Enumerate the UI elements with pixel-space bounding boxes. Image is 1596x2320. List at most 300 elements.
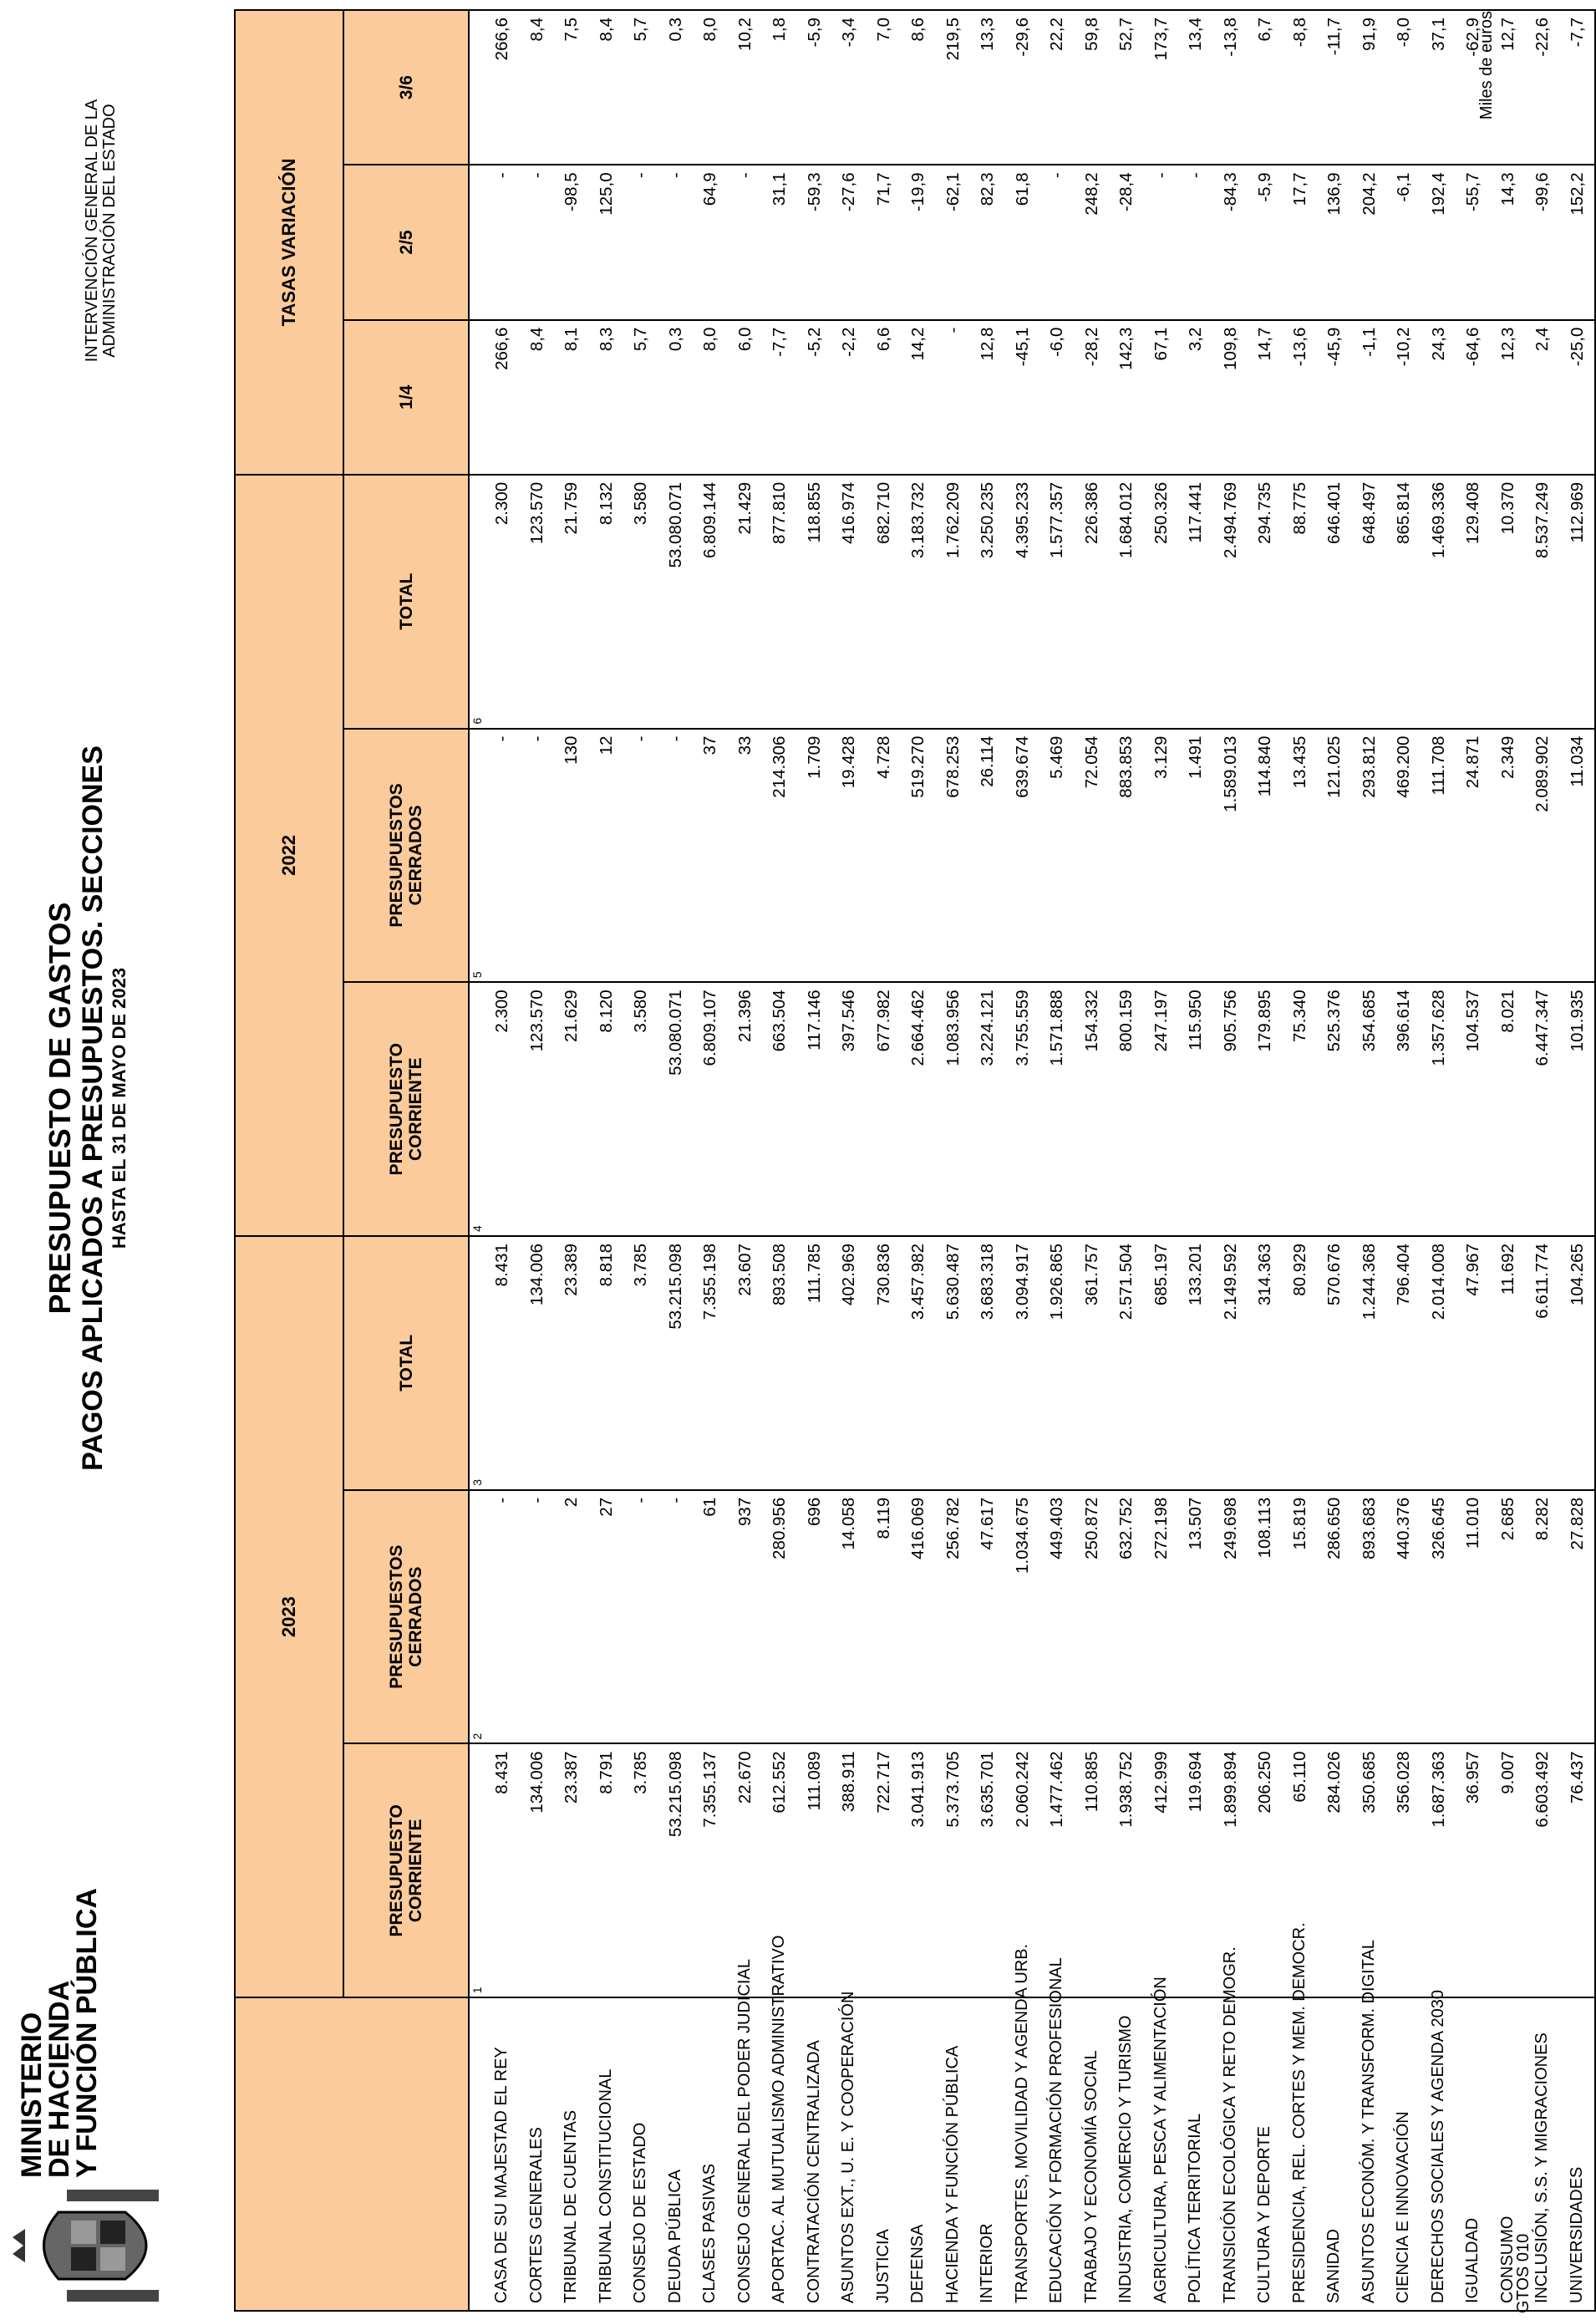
table-cell: -7,7 — [762, 320, 797, 475]
table-cell: 893.683 — [1352, 1490, 1387, 1744]
table-cell: -29,6 — [1005, 10, 1040, 165]
table-cell: 119.694 — [1178, 1743, 1213, 1997]
table-row — [1144, 10, 1179, 2311]
table-cell: 5.630.487 — [936, 1236, 971, 1490]
col-number: 4 — [469, 982, 485, 1236]
table-cell: 350.685 — [1352, 1743, 1387, 1997]
table-cell: -8,0 — [1386, 10, 1421, 165]
table-cell: -22,6 — [1525, 10, 1560, 165]
table-row — [1248, 10, 1283, 2311]
table-cell: -11,7 — [1317, 10, 1352, 165]
table-cell: 361.757 — [1075, 1236, 1110, 1490]
table-cell: 612.552 — [762, 1743, 797, 1997]
table-cell: - — [658, 165, 694, 319]
col-number: 6 — [469, 475, 485, 729]
table-cell: 27.828 — [1560, 1490, 1596, 1744]
table-cell: 1,8 — [762, 10, 797, 165]
col-number: 5 — [469, 729, 485, 983]
table-cell: 6.603.492 — [1525, 1743, 1560, 1997]
table-cell: - — [623, 165, 658, 319]
table-cell: 123.570 — [520, 982, 555, 1236]
table-cell: 121.025 — [1317, 729, 1352, 983]
section-name: CORTES GENERALES — [520, 1997, 555, 2311]
table-cell: - — [520, 729, 555, 983]
table-row — [1317, 10, 1352, 2311]
table-cell: 53.080.071 — [658, 475, 694, 729]
section-name: CONSUMO — [1491, 1997, 1526, 2311]
table-row — [1213, 10, 1248, 2311]
section-name: ASUNTOS EXT., U. E. Y COOPERACIÓN — [831, 1997, 867, 2311]
section-name: DERECHOS SOCIALES Y AGENDA 2030 — [1421, 1997, 1456, 2311]
table-cell: 397.546 — [831, 982, 867, 1236]
section-name: ASUNTOS ECONÓM. Y TRANSFORM. DIGITAL — [1352, 1997, 1387, 2311]
section-name: CIENCIA E INNOVACIÓN — [1386, 1997, 1421, 2311]
table-cell: - — [1144, 165, 1179, 319]
table-cell: 133.201 — [1178, 1236, 1213, 1490]
table-row — [1386, 10, 1421, 2311]
table-cell: 27 — [589, 1490, 624, 1744]
table-cell: -84,3 — [1213, 165, 1248, 319]
table-cell: 17,7 — [1283, 165, 1318, 319]
table-cell: 865.814 — [1386, 475, 1421, 729]
table-cell: 5.373.705 — [936, 1743, 971, 1997]
table-cell: 82,3 — [970, 165, 1005, 319]
table-row — [1109, 10, 1144, 2311]
table-cell: 294.735 — [1248, 475, 1283, 729]
section-name: TRIBUNAL DE CUENTAS — [554, 1997, 589, 2311]
table-cell: 6,6 — [867, 320, 902, 475]
table-cell: 24.871 — [1456, 729, 1491, 983]
table-cell: -62,9 — [1456, 10, 1491, 165]
igae-line-1: INTERVENCIÓN GENERAL DE LA — [83, 99, 101, 363]
table-cell: 396.614 — [1386, 982, 1421, 1236]
table-row — [1005, 10, 1040, 2311]
payments-table — [234, 9, 1596, 2312]
section-name: APORTAC. AL MUTUALISMO ADMINISTRATIVO — [762, 1997, 797, 2311]
group-tasas: TASAS VARIACIÓN — [235, 10, 343, 475]
table-cell: 354.685 — [1352, 982, 1387, 1236]
table-row — [1039, 10, 1075, 2311]
table-row — [693, 10, 728, 2311]
report-title-block — [43, 732, 130, 1484]
table-cell: 8.120 — [589, 982, 624, 1236]
ministry-line-2: DE HACIENDA — [43, 1980, 75, 2178]
table-cell: 677.982 — [867, 982, 902, 1236]
table-row — [1525, 10, 1560, 2311]
table-cell: 8,6 — [901, 10, 936, 165]
table-cell: 80.929 — [1283, 1236, 1318, 1490]
table-cell: 1.589.013 — [1213, 729, 1248, 983]
table-cell: 91,9 — [1352, 10, 1387, 165]
section-name: PRESIDENCIA, REL. CORTES Y MEM. DEMOCR. — [1283, 1997, 1318, 2311]
table-cell: -13,6 — [1283, 320, 1318, 475]
table-cell: 7,5 — [554, 10, 589, 165]
table-cell: - — [1178, 165, 1213, 319]
table-cell: 877.810 — [762, 475, 797, 729]
table-cell: -64,6 — [1456, 320, 1491, 475]
table-cell: 117.441 — [1178, 475, 1213, 729]
section-name: POLÍTICA TERRITORIAL — [1178, 1997, 1213, 2311]
table-cell: 65.110 — [1283, 1743, 1318, 1997]
table-cell: 2.664.462 — [901, 982, 936, 1236]
table-row — [485, 10, 520, 2311]
section-name: CLASES PASIVAS — [693, 1997, 728, 2311]
table-cell: 682.710 — [867, 475, 902, 729]
table-cell: 2.685 — [1491, 1490, 1526, 1744]
table-row — [658, 10, 694, 2311]
table-cell: 326.645 — [1421, 1490, 1456, 1744]
table-cell: 12,3 — [1491, 320, 1526, 475]
col-number: 2 — [469, 1490, 485, 1744]
section-name: CONTRATACIÓN CENTRALIZADA — [797, 1997, 832, 2311]
table-cell: 1.687.363 — [1421, 1743, 1456, 1997]
col-header: PRESUPUESTOS CERRADOS — [343, 1490, 469, 1744]
table-cell: - — [658, 1490, 694, 1744]
table-cell: 796.404 — [1386, 1236, 1421, 1490]
table-cell: 2.300 — [485, 475, 520, 729]
table-cell: 416.069 — [901, 1490, 936, 1744]
table-cell: 47.967 — [1456, 1236, 1491, 1490]
table-cell: 4.395.233 — [1005, 475, 1040, 729]
table-cell: - — [520, 165, 555, 319]
table-cell: -1,1 — [1352, 320, 1387, 475]
table-cell: -98,5 — [554, 165, 589, 319]
table-cell: 1.926.865 — [1039, 1236, 1075, 1490]
table-cell: 3.755.559 — [1005, 982, 1040, 1236]
table-row — [589, 10, 624, 2311]
table-cell: 905.756 — [1213, 982, 1248, 1236]
table-cell: 1.762.209 — [936, 475, 971, 729]
table-cell: 0,3 — [658, 10, 694, 165]
table-cell: 272.198 — [1144, 1490, 1179, 1744]
table-cell: - — [658, 729, 694, 983]
table-cell: 402.969 — [831, 1236, 867, 1490]
table-cell: 2.060.242 — [1005, 1743, 1040, 1997]
section-name: CULTURA Y DEPORTE — [1248, 1997, 1283, 2311]
col-header: 1/4 — [343, 320, 469, 475]
table-cell: 1.491 — [1178, 729, 1213, 983]
section-name: CONSEJO GENERAL DEL PODER JUDICIAL — [728, 1997, 763, 2311]
table-cell: 3.683.318 — [970, 1236, 1005, 1490]
table-cell: 33 — [728, 729, 763, 983]
table-cell: 23.607 — [728, 1236, 763, 1490]
table-cell: 3.094.917 — [1005, 1236, 1040, 1490]
table-cell: 75.340 — [1283, 982, 1318, 1236]
table-cell: 8,4 — [520, 10, 555, 165]
table-cell: 3.183.732 — [901, 475, 936, 729]
table-cell: 3.250.235 — [970, 475, 1005, 729]
table-cell: 6.611.774 — [1525, 1236, 1560, 1490]
table-cell: 6,0 — [728, 320, 763, 475]
table-cell: 412.999 — [1144, 1743, 1179, 1997]
table-cell: 293.812 — [1352, 729, 1387, 983]
table-cell: 10,2 — [728, 10, 763, 165]
table-cell: 173,7 — [1144, 10, 1179, 165]
section-name: DEUDA PÚBLICA — [658, 1997, 694, 2311]
table-cell: 136,9 — [1317, 165, 1352, 319]
col-header: TOTAL — [343, 475, 469, 729]
table-cell: 53.080.071 — [658, 982, 694, 1236]
table-cell: 2.494.769 — [1213, 475, 1248, 729]
table-cell: - — [485, 1490, 520, 1744]
table-cell: 152,2 — [1560, 165, 1596, 319]
table-cell: 21.429 — [728, 475, 763, 729]
table-cell: 3.635.701 — [970, 1743, 1005, 1997]
table-cell: -45,1 — [1005, 320, 1040, 475]
section-name: TRANSPORTES, MOVILIDAD Y AGENDA URB. — [1005, 1997, 1040, 2311]
table-cell: 12,8 — [970, 320, 1005, 475]
column-number-row — [469, 10, 485, 2311]
table-row — [762, 10, 797, 2311]
table-cell: 469.200 — [1386, 729, 1421, 983]
group-2023: 2023 — [235, 1236, 343, 1997]
table-cell: 13,4 — [1178, 10, 1213, 165]
table-cell: 266,6 — [485, 10, 520, 165]
table-cell: 37,1 — [1421, 10, 1456, 165]
section-header-blank — [235, 1997, 469, 2311]
table-cell: 0,3 — [658, 320, 694, 475]
col-number-blank — [469, 10, 485, 165]
table-cell: 1.938.752 — [1109, 1743, 1144, 1997]
table-cell: 519.270 — [901, 729, 936, 983]
table-cell: 1.469.336 — [1421, 475, 1456, 729]
table-cell: 134.006 — [520, 1743, 555, 1997]
table-row — [1456, 10, 1491, 2311]
table-cell: 108.113 — [1248, 1490, 1283, 1744]
table-cell: -8,8 — [1283, 10, 1318, 165]
table-cell: -6,0 — [1039, 320, 1075, 475]
table-cell: 2.349 — [1491, 729, 1526, 983]
section-name: TRANSICIÓN ECOLÓGICA Y RETO DEMOGR. — [1213, 1997, 1248, 2311]
table-cell: 7,0 — [867, 10, 902, 165]
table-cell: 249.698 — [1213, 1490, 1248, 1744]
table-cell: 248,2 — [1075, 165, 1110, 319]
table-cell: 24,3 — [1421, 320, 1456, 475]
table-row — [1491, 10, 1526, 2311]
table-row — [728, 10, 763, 2311]
table-cell: 22,2 — [1039, 10, 1075, 165]
section-name: IGUALDAD — [1456, 1997, 1491, 2311]
table-cell: 8.431 — [485, 1743, 520, 1997]
table-cell: 117.146 — [797, 982, 832, 1236]
section-name: DEFENSA — [901, 1997, 936, 2311]
table-cell: 13,3 — [970, 10, 1005, 165]
table-cell: -28,4 — [1109, 165, 1144, 319]
table-cell: 3.580 — [623, 982, 658, 1236]
section-name: AGRICULTURA, PESCA Y ALIMENTACIÓN — [1144, 1997, 1179, 2311]
table-cell: 5.469 — [1039, 729, 1075, 983]
ministry-name — [18, 1827, 101, 2178]
table-cell: -7,7 — [1560, 10, 1596, 165]
igae-line-2: ADMINISTRACIÓN DEL ESTADO — [100, 104, 119, 358]
table-cell: 2.300 — [485, 982, 520, 1236]
table-cell: 286.650 — [1317, 1490, 1352, 1744]
table-cell: 214.306 — [762, 729, 797, 983]
report-subtitle: PAGOS APLICADOS A PRESUPUESTOS. SECCIONES — [77, 745, 109, 1471]
table-cell: 110.885 — [1075, 1743, 1110, 1997]
table-cell: 31,1 — [762, 165, 797, 319]
table-cell: -19,9 — [901, 165, 936, 319]
table-cell: - — [485, 729, 520, 983]
section-name: INTERIOR — [970, 1997, 1005, 2311]
table-cell: - — [485, 165, 520, 319]
table-cell: 123.570 — [520, 475, 555, 729]
table-cell: 21.629 — [554, 982, 589, 1236]
table-cell: 1.577.357 — [1039, 475, 1075, 729]
table-cell: 22.670 — [728, 1743, 763, 1997]
table-cell: 104.537 — [1456, 982, 1491, 1236]
table-cell: -13,8 — [1213, 10, 1248, 165]
col-header: 3/6 — [343, 10, 469, 165]
table-cell: 250.872 — [1075, 1490, 1110, 1744]
table-cell: 104.265 — [1560, 1236, 1596, 1490]
table-cell: -3,4 — [831, 10, 867, 165]
table-cell: 730.836 — [867, 1236, 902, 1490]
table-cell: 1.034.675 — [1005, 1490, 1040, 1744]
table-row — [901, 10, 936, 2311]
table-cell: 893.508 — [762, 1236, 797, 1490]
igae-label — [84, 55, 119, 406]
col-header: TOTAL — [343, 1236, 469, 1490]
table-cell: -6,1 — [1386, 165, 1421, 319]
table-cell: 154.332 — [1075, 982, 1110, 1236]
table-cell: - — [728, 165, 763, 319]
table-cell: 14.058 — [831, 1490, 867, 1744]
table-cell: 76.437 — [1560, 1743, 1596, 1997]
table-cell: 6.809.107 — [693, 982, 728, 1236]
table-row — [554, 10, 589, 2311]
table-cell: 6,7 — [1248, 10, 1283, 165]
col-number-blank — [469, 1997, 485, 2311]
table-cell: 3.041.913 — [901, 1743, 936, 1997]
table-row — [867, 10, 902, 2311]
table-cell: 883.853 — [1109, 729, 1144, 983]
table-cell: 3.224.121 — [970, 982, 1005, 1236]
col-number-blank — [469, 320, 485, 475]
table-row — [936, 10, 971, 2311]
table-cell: 6.447.347 — [1525, 982, 1560, 1236]
table-row — [520, 10, 555, 2311]
table-cell: 8.537.249 — [1525, 475, 1560, 729]
table-cell: 8,3 — [589, 320, 624, 475]
table-cell: 250.326 — [1144, 475, 1179, 729]
table-cell: 59,8 — [1075, 10, 1110, 165]
table-cell: 12,7 — [1491, 10, 1526, 165]
table-cell: 266,6 — [485, 320, 520, 475]
table-cell: 449.403 — [1039, 1490, 1075, 1744]
table-cell: 88.775 — [1283, 475, 1318, 729]
section-name: JUSTICIA — [867, 1997, 902, 2311]
table-cell: 52,7 — [1109, 10, 1144, 165]
table-cell: -5,9 — [797, 10, 832, 165]
table-cell: 129.408 — [1456, 475, 1491, 729]
section-name: TRABAJO Y ECONOMÍA SOCIAL — [1075, 1997, 1110, 2311]
table-cell: 8.132 — [589, 475, 624, 729]
table-cell: - — [936, 320, 971, 475]
table-row — [1075, 10, 1110, 2311]
table-cell: 11.010 — [1456, 1490, 1491, 1744]
table-cell: 5,7 — [623, 10, 658, 165]
table-row — [1421, 10, 1456, 2311]
table-cell: 2.089.902 — [1525, 729, 1560, 983]
table-cell: 8.282 — [1525, 1490, 1560, 1744]
table-cell: 14,2 — [901, 320, 936, 475]
table-cell: 256.782 — [936, 1490, 971, 1744]
table-cell: 14,3 — [1491, 165, 1526, 319]
table-cell: 356.028 — [1386, 1743, 1421, 1997]
table-cell: 3,2 — [1178, 320, 1213, 475]
table-cell: 219,5 — [936, 10, 971, 165]
table-cell: 112.969 — [1560, 475, 1596, 729]
table-cell: -62,1 — [936, 165, 971, 319]
table-cell: 3.457.982 — [901, 1236, 936, 1490]
table-cell: 13.435 — [1283, 729, 1318, 983]
table-cell: 53.215.098 — [658, 1236, 694, 1490]
table-cell: -59,3 — [797, 165, 832, 319]
table-cell: 142,3 — [1109, 320, 1144, 475]
table-cell: 61 — [693, 1490, 728, 1744]
section-name: CONSEJO DE ESTADO — [623, 1997, 658, 2311]
table-cell: 570.676 — [1317, 1236, 1352, 1490]
table-cell: 1.357.628 — [1421, 982, 1456, 1236]
table-cell: 115.950 — [1178, 982, 1213, 1236]
table-cell: 179.895 — [1248, 982, 1283, 1236]
table-cell: -27,6 — [831, 165, 867, 319]
table-cell: 5,7 — [623, 320, 658, 475]
table-cell: 1.571.888 — [1039, 982, 1075, 1236]
table-cell: 72.054 — [1075, 729, 1110, 983]
col-number: 3 — [469, 1236, 485, 1490]
col-header: PRESUPUESTO CORRIENTE — [343, 1743, 469, 1997]
table-cell: 416.974 — [831, 475, 867, 729]
table-cell: 23.387 — [554, 1743, 589, 1997]
table-cell: 8,4 — [589, 10, 624, 165]
table-cell: 388.911 — [831, 1743, 867, 1997]
table-cell: 101.935 — [1560, 982, 1596, 1236]
table-cell: 722.717 — [867, 1743, 902, 1997]
table-cell: 67,1 — [1144, 320, 1179, 475]
table-cell: 678.253 — [936, 729, 971, 983]
units-label: Miles de euros — [1477, 11, 1496, 120]
col-header: PRESUPUESTO CORRIENTE — [343, 982, 469, 1236]
table-cell: 280.956 — [762, 1490, 797, 1744]
col-number: 1 — [469, 1743, 485, 1997]
table-cell: 8,4 — [520, 320, 555, 475]
table-cell: 800.159 — [1109, 982, 1144, 1236]
report-title: PRESUPUESTO DE GASTOS — [43, 902, 77, 1315]
table-cell: 2.014.008 — [1421, 1236, 1456, 1490]
table-cell: 663.504 — [762, 982, 797, 1236]
section-name: HACIENDA Y FUNCIÓN PÚBLICA — [936, 1997, 971, 2311]
table-cell: 134.006 — [520, 1236, 555, 1490]
table-cell: 114.840 — [1248, 729, 1283, 983]
coat-of-arms-icon — [8, 2183, 175, 2308]
table-cell: 2.149.592 — [1213, 1236, 1248, 1490]
table-cell: 2,4 — [1525, 320, 1560, 475]
table-cell: 8.791 — [589, 1743, 624, 1997]
table-cell: 192,4 — [1421, 165, 1456, 319]
table-cell: 937 — [728, 1490, 763, 1744]
table-cell: 9.007 — [1491, 1743, 1526, 1997]
section-name: CASA DE SU MAJESTAD EL REY — [485, 1997, 520, 2311]
table-cell: 19.428 — [831, 729, 867, 983]
table-cell: 118.855 — [797, 475, 832, 729]
table-cell: 3.129 — [1144, 729, 1179, 983]
table-cell: -45,9 — [1317, 320, 1352, 475]
table-cell: 26.114 — [970, 729, 1005, 983]
table-cell: 3.580 — [623, 475, 658, 729]
table-row — [797, 10, 832, 2311]
